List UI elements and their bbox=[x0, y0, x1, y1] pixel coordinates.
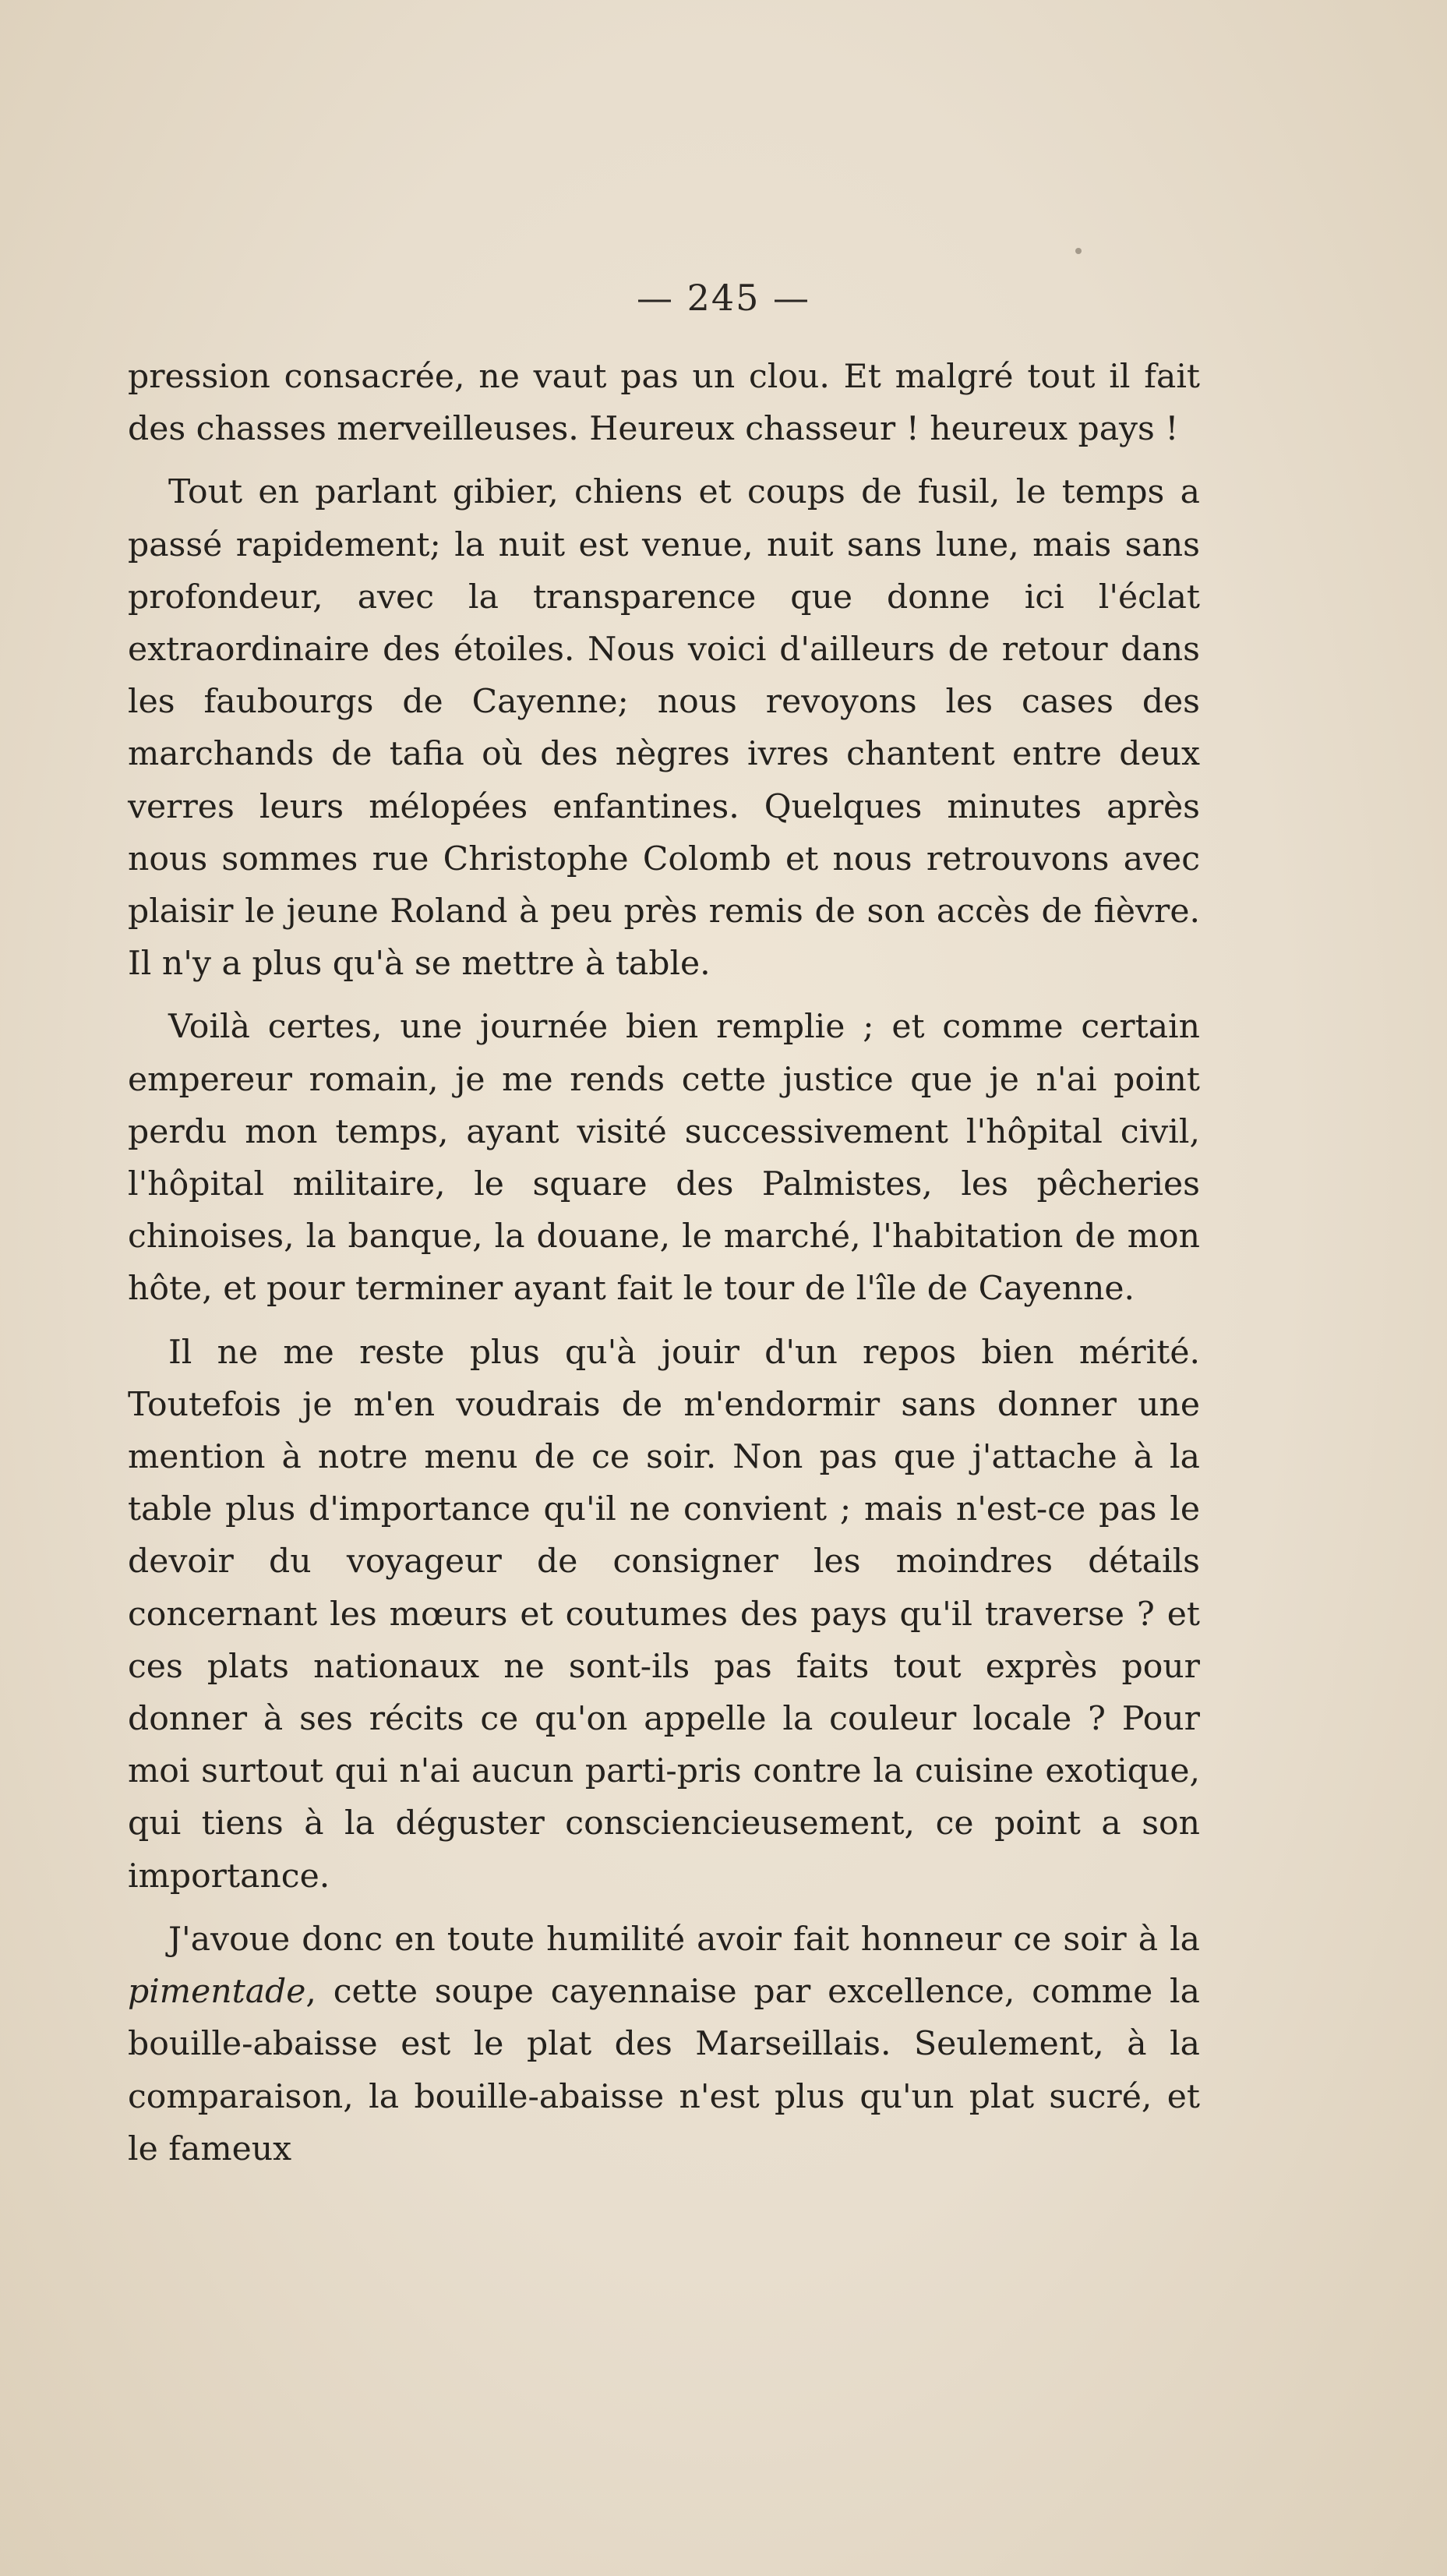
body-text bbox=[128, 351, 1200, 2186]
paragraph-4: Il ne me reste plus qu'à jouir d'un repos bien mérité. Toutefois je m'en voudrais de m'endormir sans donner une mention à notre menu de ce soir. Non pas que j'attache à la table plus d'importance qu'il ne convient ; mais n'est-ce pas le devoir du voyageur de consigner les moindres détails concernant les mœurs et coutumes des pays qu'il traverse ? et ces plats nationaux ne sont-ils pas faits tout exprès pour donner à ses récits ce qu'on appelle la couleur locale ? Pour moi surtout qui n'ai aucun parti-pris contre la cuisine exotique, qui tiens à la déguster consciencieusement, ce point a son importance. bbox=[128, 1333, 1200, 1896]
paragraph-1: pression consacrée, ne vaut pas un clou. Et malgré tout il fait des chasses merveilleuses. Heureux chasseur ! heureux pays ! bbox=[128, 358, 1200, 449]
paragraph-2: Tout en parlant gibier, chiens et coups de fusil, le temps a passé rapidement; la nuit est venue, nuit sans lune, mais sans profondeur, avec la transparence que donne ici l'éclat extraordinaire des étoiles. Nous voici d'ailleurs de retour dans les faubourgs de Cayenne; nous revoyons les cases des marchands de tafia où des nègres ivres chantent entre deux verres leurs mélopées enfantines. Quelques minutes après nous sommes rue Christophe Colomb et nous retrouvons avec plaisir le jeune Roland à peu près remis de son accès de fièvre. Il n'y a plus qu'à se mettre à table. bbox=[128, 473, 1200, 984]
paragraph-5-start: J'avoue donc en toute humilité avoir fait honneur ce soir à la bbox=[168, 1920, 1200, 1959]
paragraph-5 bbox=[128, 1913, 1200, 2175]
paragraph-5-end: , cette soupe cayennaise par excellence, comme la bouille-abaisse est le plat des Marseillais. Seulement, à la comparaison, la bouille-abaisse n'est plus qu'un plat sucré, et le fameux bbox=[128, 1973, 1200, 2168]
page-number: — 245 — bbox=[636, 277, 811, 319]
paper-speck bbox=[1075, 248, 1082, 254]
paragraph-3: Voilà certes, une journée bien remplie ; et comme certain empereur romain, je me rends cette justice que je n'ai point perdu mon temps, ayant visité successivement l'hôpital civil, l'hôpital militaire, le square des Palmistes, les pêcheries chinoises, la banque, la douane, le marché, l'habitation de mon hôte, et pour terminer ayant fait le tour de l'île de Cayenne. bbox=[128, 1008, 1200, 1309]
pimentade-term: pimentade bbox=[128, 1973, 306, 2012]
